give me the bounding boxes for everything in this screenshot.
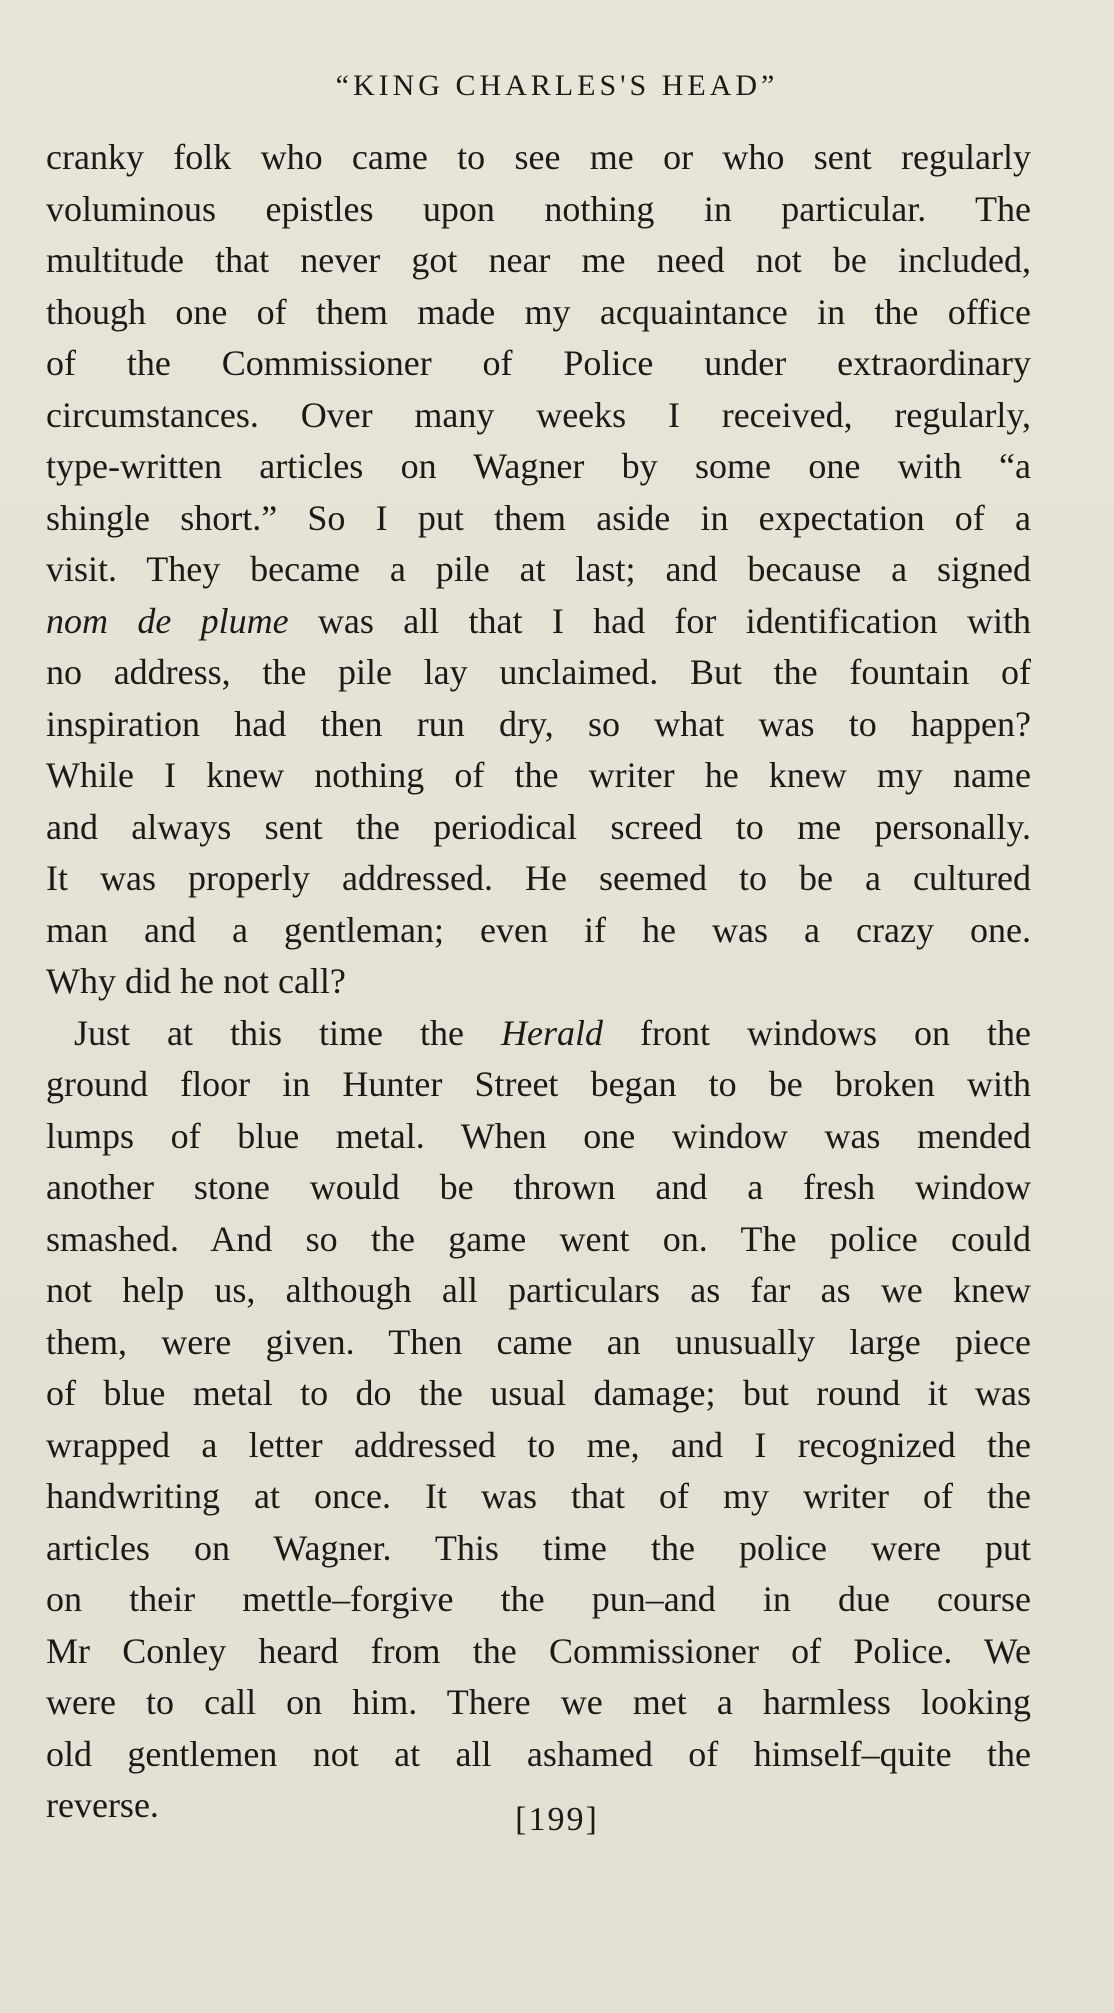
text-line: Mr Conley heard from the Commissioner of Police. We [46, 1630, 1031, 1671]
text-line: ground floor in Hunter Street began to be broken with [46, 1064, 1031, 1104]
text-line: smashed. And so the game went on. The police could [46, 1218, 1031, 1259]
text-line: lumps of blue metal. When one window was mended [46, 1115, 1031, 1156]
text-line: of blue metal to do the usual damage; but round it was [46, 1373, 1031, 1413]
text-line: of the Commissioner of Police under extraordinary [46, 343, 1031, 383]
paragraph [46, 1008, 1031, 1832]
text-line: inspiration had then run dry, so what was to happen? [46, 703, 1031, 744]
text-line: Why did he not call? [46, 961, 346, 1001]
text-line: and always sent the periodical screed to me personally. [46, 806, 1031, 847]
text-line: another stone would be thrown and a fresh window [46, 1167, 1031, 1207]
text-line: It was properly addressed. He seemed to be a cultured [46, 858, 1031, 898]
page-number: [199] [515, 1801, 599, 1838]
text-line: cranky folk who came to see me or who sent regularly [46, 137, 1031, 177]
text-line: were to call on him. There we met a harmless looking [46, 1682, 1031, 1722]
text-line: type-written articles on Wagner by some one with “a [46, 446, 1031, 486]
text-line: handwriting at once. It was that of my writer of the [46, 1476, 1031, 1516]
text-line: voluminous epistles upon nothing in particular. The [46, 188, 1031, 229]
paragraph [46, 132, 1031, 1008]
text-line: visit. They became a pile at last; and because a signed [46, 549, 1031, 589]
text-line: circumstances. Over many weeks I received, regularly, [46, 394, 1031, 435]
text-line: though one of them made my acquaintance in the office [46, 291, 1031, 332]
italic-phrase: Herald [501, 1012, 604, 1053]
text-line: shingle short.” So I put them aside in expectation of a [46, 497, 1031, 538]
text-line: nom de plume was all that I had for identification with [46, 600, 1031, 641]
italic-phrase: nom de plume [46, 600, 289, 641]
text-line: reverse. [46, 1785, 159, 1825]
text-line: multitude that never got near me need not be included, [46, 240, 1031, 280]
running-head: “KING CHARLES'S HEAD” [335, 69, 779, 102]
text-line: no address, the pile lay unclaimed. But the fountain of [46, 652, 1031, 692]
text-line: old gentlemen not at all ashamed of himself–quite the [46, 1733, 1031, 1774]
text-line: man and a gentleman; even if he was a crazy one. [46, 909, 1031, 950]
text-line: While I knew nothing of the writer he knew my name [46, 755, 1031, 795]
text-line: on their mettle–forgive the pun–and in due course [46, 1579, 1031, 1619]
text-line: them, were given. Then came an unusually large piece [46, 1321, 1031, 1362]
text-line: wrapped a letter addressed to me, and I recognized the [46, 1424, 1031, 1465]
text-line: not help us, although all particulars as far as we knew [46, 1270, 1031, 1310]
body-text [46, 132, 1031, 1832]
text-line: articles on Wagner. This time the police were put [46, 1527, 1031, 1568]
text-line: Just at this time the Herald front windows on the [74, 1012, 1031, 1053]
